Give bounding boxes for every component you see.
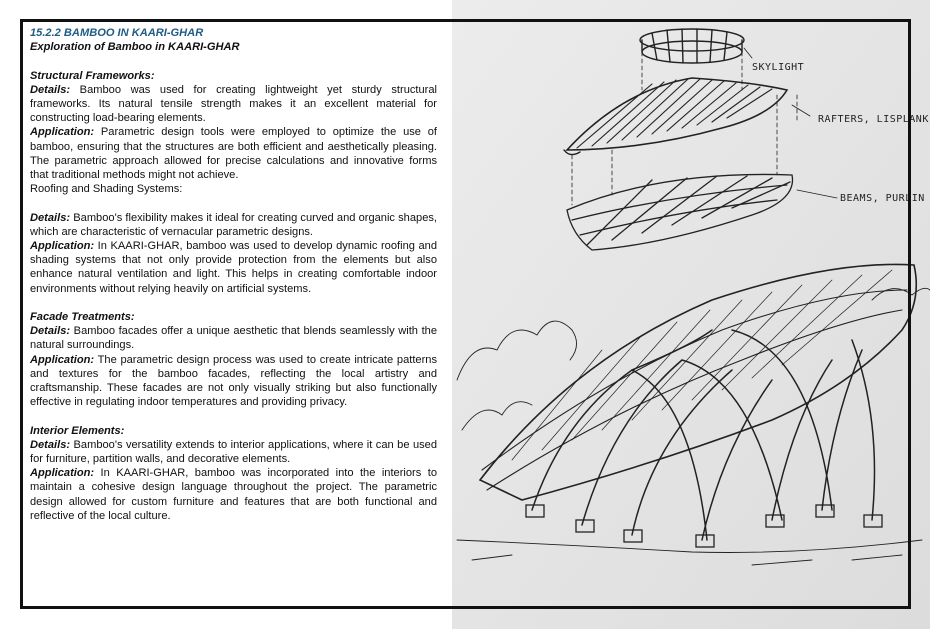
bamboo-pavilion-sketch <box>452 0 930 629</box>
beams-label: BEAMS, PURLIN <box>840 193 925 204</box>
section-details <box>30 324 437 352</box>
application-text: The parametric design process was used to create intricate patterns and textures for the bamboo facades, reflecting the local artistry and craftsmanship. These facades are not only visually striking but also functionally effective in regulating indoor temperatures and providing privacy. <box>30 353 437 409</box>
section-application <box>30 125 437 182</box>
application-text: In KAARI-GHAR, bamboo was used to develop dynamic roofing and shading systems that not only provide protection from the elements but also enhance natural ventilation and light. This helps in creating comfortable indoor environments without relying heavily on artificial systems. <box>30 240 437 295</box>
details-label: Details: <box>30 83 71 96</box>
section-details <box>30 211 437 239</box>
page-heading: 15.2.2 BAMBOO IN KAARI-GHAR <box>30 27 204 39</box>
application-label: Application: <box>30 126 95 139</box>
section-details <box>30 438 437 466</box>
sketch-illustration <box>452 0 930 629</box>
details-text: Bamboo's flexibility makes it ideal for creating curved and organic shapes, which are characteristic of vernacular parametric designs. <box>30 211 437 238</box>
section-application <box>30 466 437 523</box>
application-label: Application: <box>30 240 95 253</box>
details-text: Bamboo was used for creating lightweight yet sturdy structural frameworks. Its natural tensile strength makes it an excellent material for constructing load-bearing elements. <box>30 83 437 125</box>
section-application <box>30 353 437 410</box>
skylight-label: SKYLIGHT <box>752 62 805 73</box>
application-label: Application: <box>30 467 95 480</box>
application-text: In KAARI-GHAR, bamboo was incorporated into the interiors to maintain a cohesive design language throughout the project. The parametric design allowed for custom furniture and features that are both functional and reflective of the local culture. <box>30 467 437 522</box>
application-text: Parametric design tools were employed to optimize the use of bamboo, ensuring that the structures are both efficient and aesthetically pleasing. The parametric approach allowed for precise calculations and innovative forms that traditional methods might not achieve. <box>30 126 437 182</box>
text-column <box>30 26 437 523</box>
details-label: Details: <box>30 325 71 338</box>
section-title-roofing: Roofing and Shading Systems: <box>30 183 183 196</box>
page-subheading: Exploration of Bamboo in KAARI-GHAR <box>30 41 240 54</box>
details-label: Details: <box>30 438 71 451</box>
section-details <box>30 83 437 126</box>
section-application <box>30 239 437 296</box>
section-title-interior: Interior Elements: <box>30 424 125 437</box>
rafters-label: RAFTERS, LISPLANK <box>818 114 929 125</box>
details-label: Details: <box>30 211 71 224</box>
details-text: Bamboo's versatility extends to interior applications, where it can be used for furniture, partition walls, and decorative elements. <box>30 438 437 466</box>
details-text: Bamboo facades offer a unique aesthetic that blends seamlessly with the natural surroundings. <box>30 325 437 352</box>
application-label: Application: <box>30 353 95 366</box>
section-title-structural: Structural Frameworks: <box>30 69 155 82</box>
section-title-facade: Facade Treatments: <box>30 311 135 324</box>
